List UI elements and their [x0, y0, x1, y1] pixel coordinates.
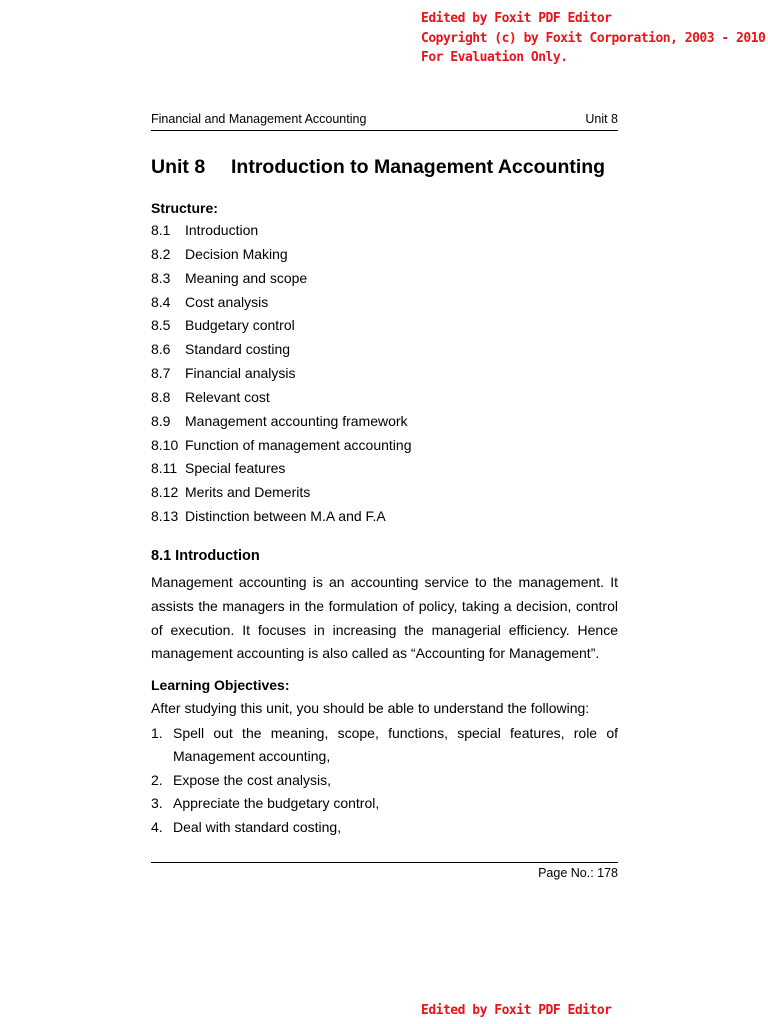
watermark-line-3: For Evaluation Only. [421, 50, 568, 65]
unit-number: Unit 8 [151, 156, 206, 178]
watermark-line-2: Copyright (c) by Foxit Corporation, 2003 - 2010 [421, 30, 766, 46]
unit-title-text: Introduction to Management Accounting [231, 156, 606, 178]
toc-item [151, 505, 618, 529]
toc-item-text: Standard costing [185, 341, 291, 358]
watermark-top [421, 9, 765, 68]
toc-item-text: Decision Making [185, 245, 288, 262]
introduction-paragraph: Management accounting is an accounting service to the management. It assists the managers in the formulation of policy, taking a decision, control of execution. It focuses in increasing the managerial efficiency. Hence management accounting is also called as “Accounting for Management”. [151, 574, 618, 662]
toc-item-text: Management accounting framework [185, 412, 408, 429]
objective-text: Deal with standard costing, [173, 818, 342, 835]
objective-text: Expose the cost analysis, [173, 771, 331, 788]
learning-objectives-heading: Learning Objectives: [151, 677, 290, 693]
objective-item [151, 722, 618, 769]
toc-item-number: 8.2 [151, 245, 171, 262]
learning-objectives-intro: After studying this unit, you should be able to understand the following: [151, 700, 590, 716]
toc-item-text: Function of management accounting [185, 436, 412, 453]
toc-item-text: Meaning and scope [185, 269, 308, 286]
objective-item [151, 769, 618, 792]
toc-item-number: 8.7 [151, 365, 171, 382]
toc-item-text: Distinction between M.A and F.A [185, 508, 386, 525]
structure-list [151, 219, 618, 529]
toc-item-text: Special features [185, 460, 286, 477]
toc-item [151, 457, 618, 481]
toc-item-number: 8.5 [151, 317, 171, 334]
toc-item [151, 291, 618, 315]
objective-text: Appreciate the budgetary control, [173, 795, 380, 812]
toc-item-text: Cost analysis [185, 293, 269, 310]
watermark-bottom: Edited by Foxit PDF Editor [421, 1003, 612, 1018]
toc-item-number: 8.8 [151, 388, 171, 405]
toc-item-number: 8.6 [151, 341, 171, 358]
toc-item [151, 410, 618, 434]
learning-objectives-list [151, 722, 618, 839]
toc-item-number: 8.1 [151, 222, 171, 238]
objective-number: 4. [151, 818, 163, 835]
toc-item-text: Relevant cost [185, 388, 270, 405]
toc-item [151, 314, 618, 338]
objective-number: 2. [151, 771, 163, 788]
toc-item-text: Introduction [185, 222, 259, 238]
toc-item-number: 8.12 [151, 484, 179, 501]
toc-item-number: 8.9 [151, 412, 171, 429]
objective-text: Spell out the meaning, scope, functions, special features, role of Management accounting, [173, 725, 618, 765]
toc-item [151, 362, 618, 386]
objective-item [151, 816, 618, 839]
toc-item-number: 8.10 [151, 436, 179, 453]
structure-heading: Structure: [151, 200, 218, 216]
toc-item-number: 8.3 [151, 269, 171, 286]
watermark-line-1: Edited by Foxit PDF Editor [421, 11, 612, 26]
footer-divider [151, 862, 618, 863]
toc-item [151, 338, 618, 362]
toc-item-number: 8.13 [151, 508, 179, 525]
header-book-title: Financial and Management Accounting [151, 112, 367, 126]
toc-item [151, 481, 618, 505]
introduction-heading: 8.1 Introduction [151, 548, 260, 564]
toc-item-text: Budgetary control [185, 317, 295, 334]
toc-item [151, 219, 618, 243]
objective-number: 3. [151, 795, 163, 812]
objective-number: 1. [151, 725, 163, 741]
objective-item [151, 792, 618, 815]
toc-item [151, 267, 618, 291]
toc-item [151, 243, 618, 267]
toc-item-text: Merits and Demerits [185, 484, 311, 501]
running-header [151, 112, 618, 131]
toc-item [151, 386, 618, 410]
toc-item [151, 434, 618, 458]
page-number: Page No.: 178 [538, 866, 618, 880]
toc-item-text: Financial analysis [185, 365, 296, 382]
toc-item-number: 8.4 [151, 293, 171, 310]
toc-item-number: 8.11 [151, 460, 178, 477]
unit-title [151, 156, 618, 179]
header-unit: Unit 8 [585, 112, 618, 126]
